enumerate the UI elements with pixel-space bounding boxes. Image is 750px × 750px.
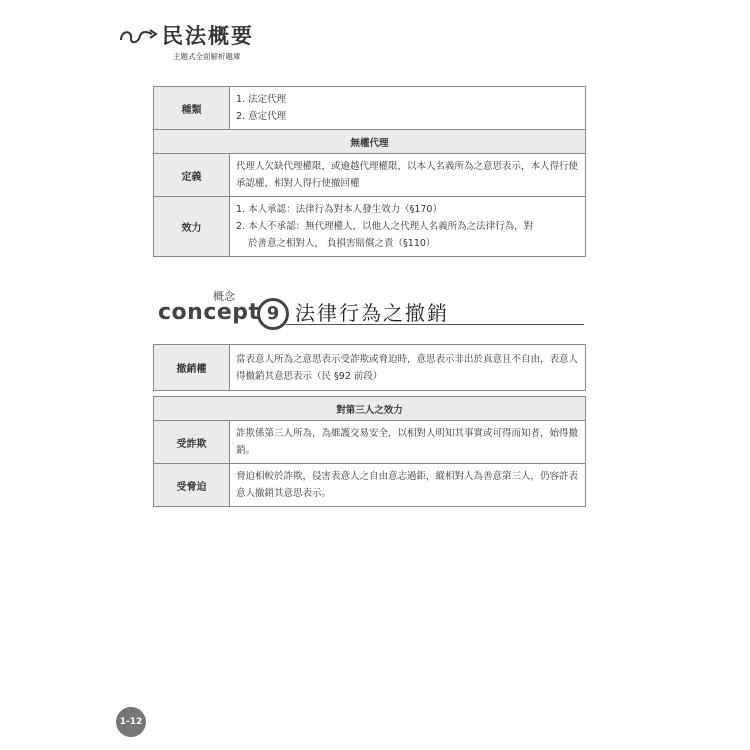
agency-table bbox=[153, 86, 586, 257]
effect-label: 效力 bbox=[154, 197, 230, 257]
duress-label: 受脅迫 bbox=[154, 464, 230, 507]
duress-text: 脅迫相較於詐欺，侵害表意人之自由意志過鉅，縱相對人為善意第三人，仍容許表意人撤銷其意思表示。 bbox=[230, 464, 586, 507]
section-heading: 無權代理 bbox=[154, 130, 586, 154]
list-item: 2. 本人不承認：無代理權人，以他人之代理人名義所為之法律行為，對 bbox=[236, 221, 534, 232]
concept-heading bbox=[158, 288, 588, 328]
fraud-text: 詐欺係第三人所為，為維護交易安全，以相對人明知其事實或可得而知者，始得撤銷。 bbox=[230, 421, 586, 464]
book-subtitle: 主題式全面解析題庫 bbox=[173, 52, 241, 61]
concept-word: concept bbox=[158, 300, 260, 325]
concept-number: 9 bbox=[257, 298, 289, 330]
table-row bbox=[154, 345, 586, 391]
definition-text: 代理人欠缺代理權限，或逾越代理權限，以本人名義所為之意思表示，本人得行使承認權，相對人得行使撤回權 bbox=[230, 154, 586, 197]
third-party-table bbox=[153, 396, 586, 507]
effect-content bbox=[230, 197, 586, 257]
fraud-label: 受詐欺 bbox=[154, 421, 230, 464]
concept-small-label: 概念 bbox=[213, 290, 235, 303]
table-row bbox=[154, 154, 586, 197]
table-row bbox=[154, 397, 586, 421]
table-row bbox=[154, 87, 586, 130]
page-number: 1-12 bbox=[116, 707, 146, 737]
table-row bbox=[154, 464, 586, 507]
rescission-label: 撤銷權 bbox=[154, 345, 230, 391]
concept-title: 法律行為之撤銷 bbox=[295, 301, 449, 325]
book-title: 民法概要 bbox=[162, 23, 254, 48]
table-row bbox=[154, 421, 586, 464]
swirl-logo-icon bbox=[118, 24, 162, 46]
table-row bbox=[154, 130, 586, 154]
rescission-text: 當表意人所為之意思表示受詐欺或脅迫時，意思表示非出於真意且不自由，表意人得撤銷其意思表示（民 §92 前段） bbox=[230, 345, 586, 391]
types-content bbox=[230, 87, 586, 130]
title-underline bbox=[286, 324, 584, 325]
rescission-table bbox=[153, 344, 586, 391]
types-label: 種類 bbox=[154, 87, 230, 130]
table-row bbox=[154, 197, 586, 257]
page-header bbox=[118, 20, 254, 62]
list-item: 2. 意定代理 bbox=[236, 111, 287, 122]
third-party-heading: 對第三人之效力 bbox=[154, 397, 586, 421]
list-item: 1. 本人承認：法律行為對本人發生效力（§170） bbox=[236, 204, 442, 215]
list-item: 1. 法定代理 bbox=[236, 94, 287, 105]
list-item-continuation: 於善意之相對人， 負損害賠償之責（§110） bbox=[248, 238, 436, 249]
definition-label: 定義 bbox=[154, 154, 230, 197]
